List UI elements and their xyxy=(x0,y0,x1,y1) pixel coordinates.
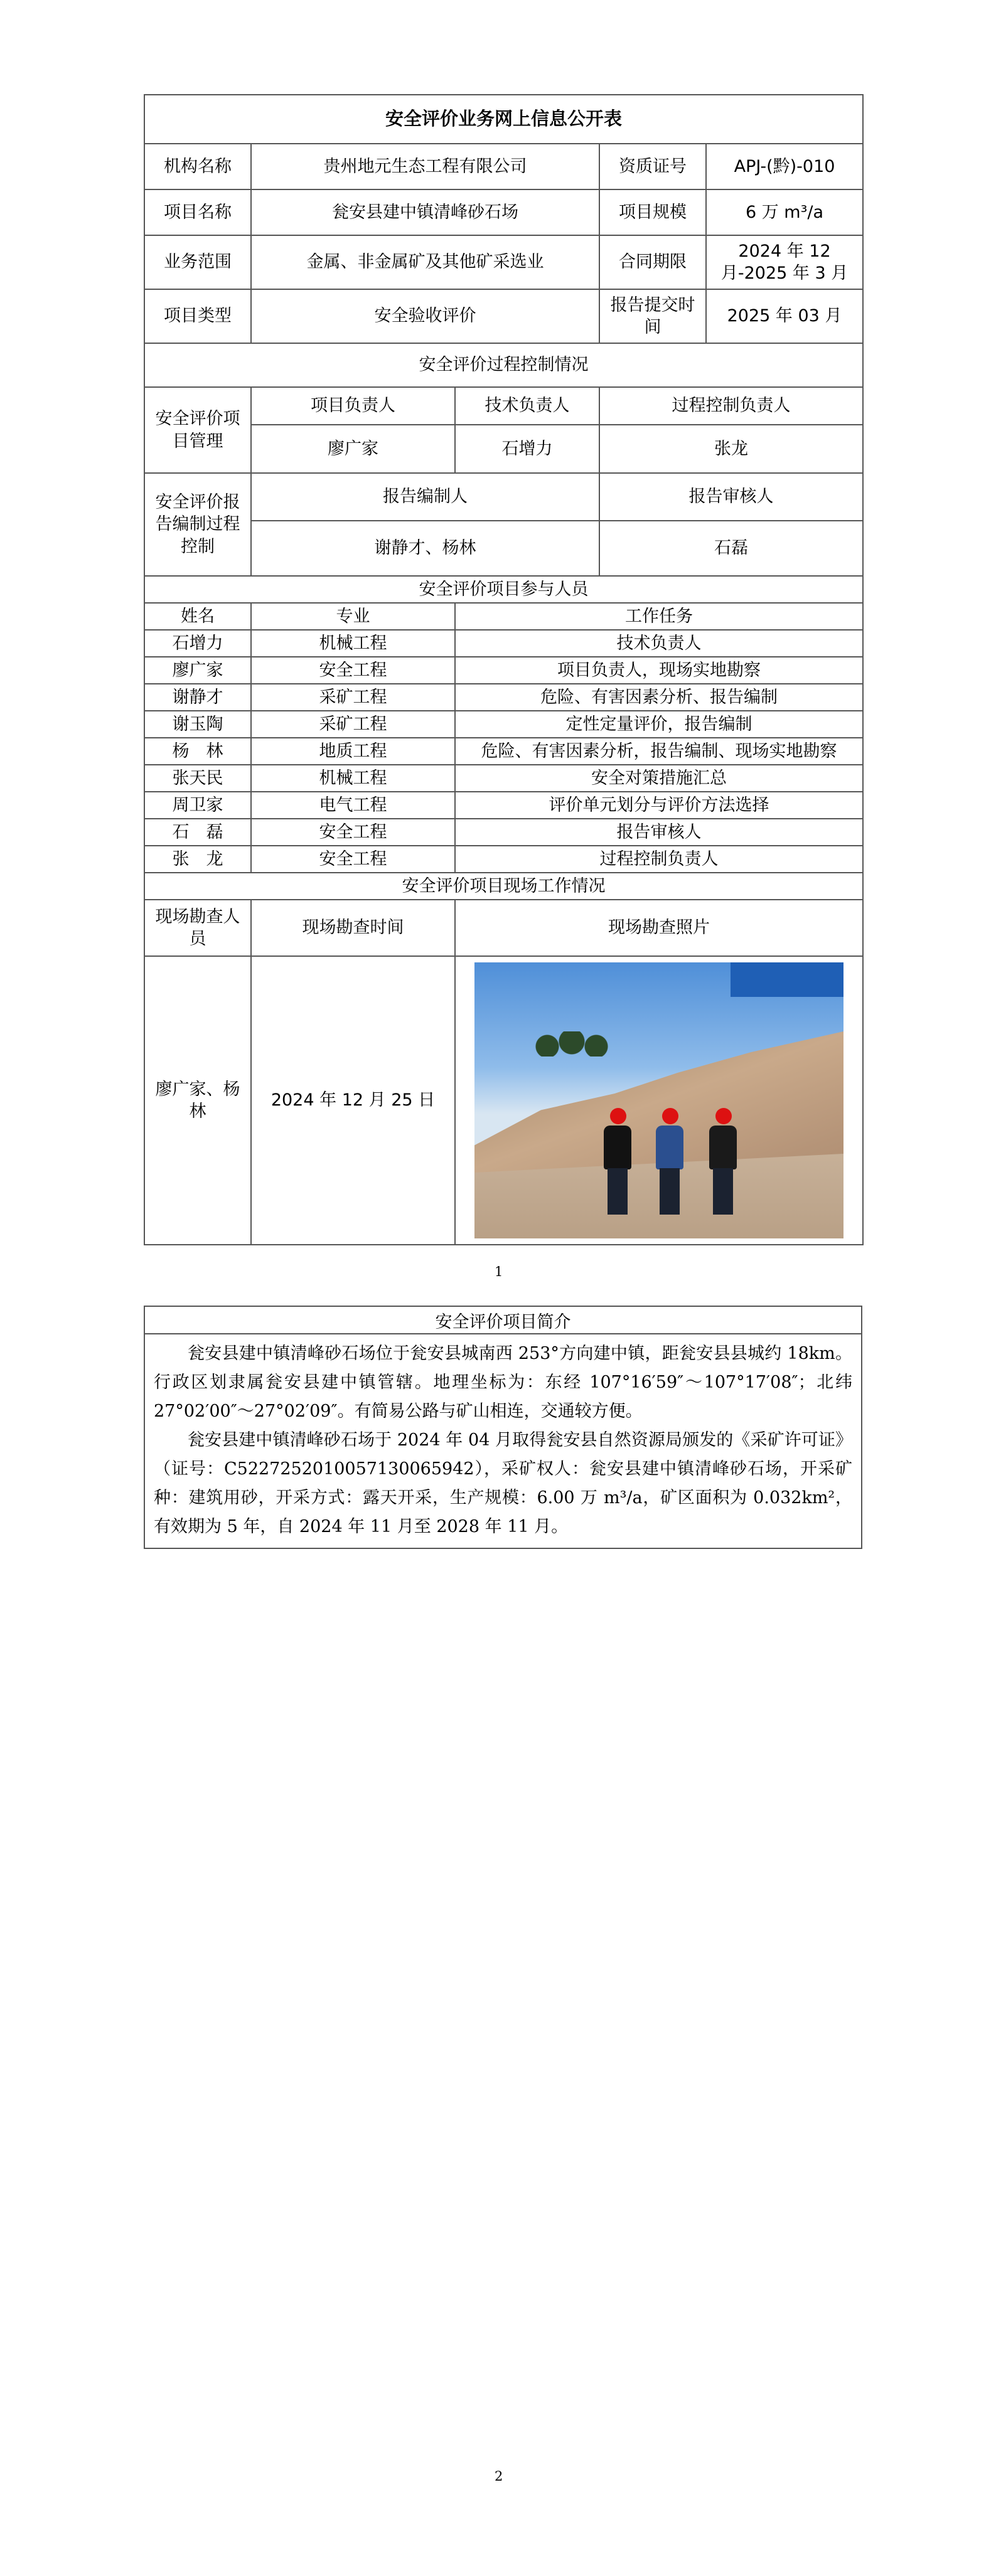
intro-heading: 安全评价项目简介 xyxy=(144,1306,862,1334)
table-row xyxy=(144,711,863,738)
photo-person xyxy=(600,1108,635,1215)
table-row xyxy=(144,630,863,657)
table-row xyxy=(144,846,863,873)
participant-name: 周卫家 xyxy=(144,792,251,819)
tech-lead-label: 技术负责人 xyxy=(455,387,599,425)
scale-value: 6 万 m³/a xyxy=(706,189,863,235)
participant-major: 安全工程 xyxy=(251,819,455,846)
org-label: 机构名称 xyxy=(144,144,251,189)
participant-name: 张 龙 xyxy=(144,846,251,873)
col-photo: 现场勘查照片 xyxy=(455,900,863,956)
term-value: 2024 年 12 月-2025 年 3 月 xyxy=(706,235,863,289)
table-title: 安全评价业务网上信息公开表 xyxy=(144,95,863,144)
site-time: 2024 年 12 月 25 日 xyxy=(251,956,455,1245)
scale-label: 项目规模 xyxy=(599,189,706,235)
project-value: 瓮安县建中镇清峰砂石场 xyxy=(251,189,599,235)
col-task: 工作任务 xyxy=(455,603,863,630)
participant-name: 谢玉陶 xyxy=(144,711,251,738)
process-heading: 安全评价过程控制情况 xyxy=(144,343,863,387)
participant-task: 项目负责人，现场实地勘察 xyxy=(455,657,863,684)
participant-name: 杨 林 xyxy=(144,738,251,765)
cert-label: 资质证号 xyxy=(599,144,706,189)
participant-name: 石 磊 xyxy=(144,819,251,846)
participant-name: 石增力 xyxy=(144,630,251,657)
project-label: 项目名称 xyxy=(144,189,251,235)
participant-major: 电气工程 xyxy=(251,792,455,819)
participant-task: 报告审核人 xyxy=(455,819,863,846)
tech-lead: 石增力 xyxy=(455,425,599,473)
participant-task: 危险、有害因素分析，报告编制、现场实地勘察 xyxy=(455,738,863,765)
submit-value: 2025 年 03 月 xyxy=(706,289,863,343)
cert-value: APJ-(黔)-010 xyxy=(706,144,863,189)
col-name: 姓名 xyxy=(144,603,251,630)
participant-task: 评价单元划分与评价方法选择 xyxy=(455,792,863,819)
col-staff: 现场勘查人员 xyxy=(144,900,251,956)
compiler: 谢静才、杨林 xyxy=(251,521,599,576)
submit-label: 报告提交时间 xyxy=(599,289,706,343)
mgmt-label: 安全评价项目管理 xyxy=(144,387,251,473)
site-photo xyxy=(474,962,843,1238)
table-row xyxy=(144,765,863,792)
table-row xyxy=(144,684,863,711)
type-value: 安全验收评价 xyxy=(251,289,599,343)
participant-major: 机械工程 xyxy=(251,630,455,657)
disclosure-table xyxy=(144,94,864,1245)
term-label: 合同期限 xyxy=(599,235,706,289)
participant-name: 廖广家 xyxy=(144,657,251,684)
participant-major: 安全工程 xyxy=(251,846,455,873)
table-row xyxy=(144,738,863,765)
ctrl-lead: 张龙 xyxy=(599,425,863,473)
table-row xyxy=(144,657,863,684)
table-row xyxy=(144,792,863,819)
participant-task: 技术负责人 xyxy=(455,630,863,657)
photo-shed xyxy=(731,962,843,997)
site-staff: 廖广家、杨林 xyxy=(144,956,251,1245)
reviewer: 石磊 xyxy=(599,521,863,576)
participants-heading: 安全评价项目参与人员 xyxy=(144,576,863,603)
intro-paragraph: 瓮安县建中镇清峰砂石场于 2024 年 04 月取得瓮安县自然资源局颁发的《采矿许可证》（证号：C5227252010057130065942），采矿权人：瓮安县建中镇清峰砂石场，开采矿种：建筑用砂，开采方式：露天开采，生产规模：6.00 万 m³/a，矿区面积为 0.032km²，有效期为 5 年，自 2024 年 11 月至 2028 年 11 月。 xyxy=(154,1430,852,1536)
participant-task: 定性定量评价，报告编制 xyxy=(455,711,863,738)
page-number: 1 xyxy=(495,1264,503,1279)
scope-label: 业务范围 xyxy=(144,235,251,289)
participant-major: 地质工程 xyxy=(251,738,455,765)
scope-value: 金属、非金属矿及其他矿采选业 xyxy=(251,235,599,289)
org-value: 贵州地元生态工程有限公司 xyxy=(251,144,599,189)
intro-paragraph: 瓮安县建中镇清峰砂石场位于瓮安县城南西 253°方向建中镇，距瓮安县县城约 18km。行政区划隶属瓮安县建中镇管辖。地理坐标为：东经 107°16′59″～107°17′08″；北纬 27°02′00″～27°02′09″。有简易公路与矿山相连，交通较方便。 xyxy=(154,1344,852,1421)
photo-person xyxy=(652,1108,687,1215)
participant-major: 安全工程 xyxy=(251,657,455,684)
type-label: 项目类型 xyxy=(144,289,251,343)
participant-major: 机械工程 xyxy=(251,765,455,792)
participant-major: 采矿工程 xyxy=(251,684,455,711)
table-row xyxy=(144,819,863,846)
photo-person xyxy=(705,1108,741,1215)
participant-major: 采矿工程 xyxy=(251,711,455,738)
participant-task: 安全对策措施汇总 xyxy=(455,765,863,792)
participant-name: 谢静才 xyxy=(144,684,251,711)
ctrl-lead-label: 过程控制负责人 xyxy=(599,387,863,425)
col-time: 现场勘查时间 xyxy=(251,900,455,956)
site-heading: 安全评价项目现场工作情况 xyxy=(144,873,863,900)
intro-table xyxy=(144,1306,862,1549)
photo-trees xyxy=(531,1031,613,1056)
report-label: 安全评价报告编制过程控制 xyxy=(144,473,251,576)
reviewer-label: 报告审核人 xyxy=(599,473,863,521)
participant-task: 过程控制负责人 xyxy=(455,846,863,873)
photo-cell xyxy=(455,956,863,1245)
col-major: 专业 xyxy=(251,603,455,630)
page-number: 2 xyxy=(495,2469,503,2484)
project-lead-label: 项目负责人 xyxy=(251,387,455,425)
participant-task: 危险、有害因素分析、报告编制 xyxy=(455,684,863,711)
project-lead: 廖广家 xyxy=(251,425,455,473)
compiler-label: 报告编制人 xyxy=(251,473,599,521)
intro-body xyxy=(144,1334,862,1548)
participant-name: 张天民 xyxy=(144,765,251,792)
